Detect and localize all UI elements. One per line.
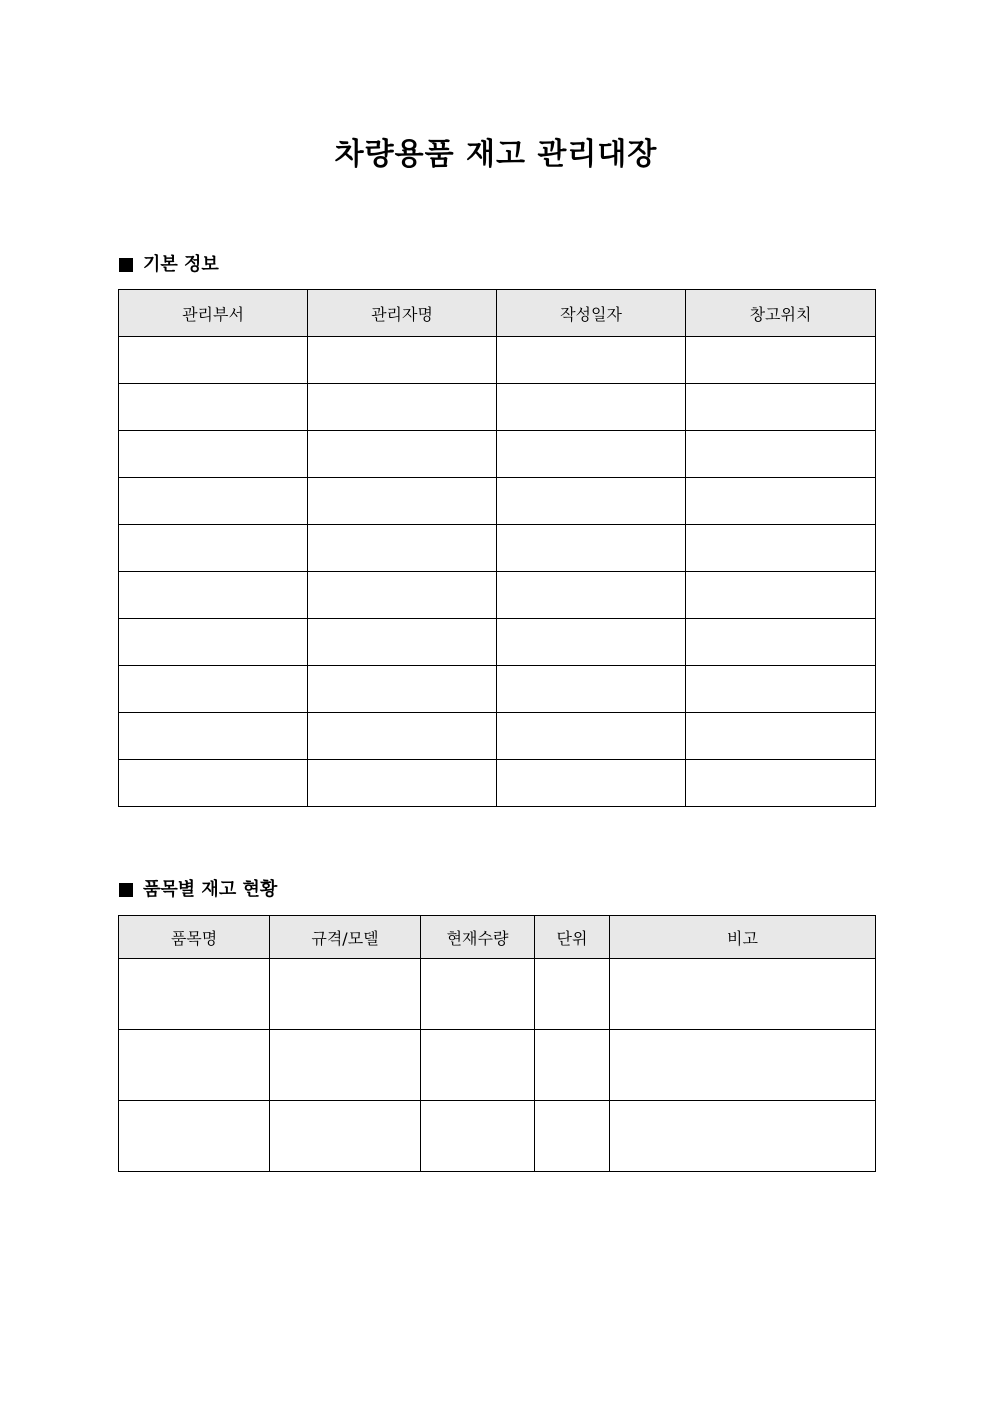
table-cell[interactable] [497,713,686,760]
table-cell[interactable] [686,760,876,807]
table-row [119,713,876,760]
table-cell[interactable] [119,1030,270,1101]
table-cell[interactable] [421,1030,535,1101]
column-header-quantity: 현재수량 [421,916,535,959]
black-square-icon [119,883,133,897]
table-cell[interactable] [497,384,686,431]
column-header-date: 작성일자 [497,290,686,337]
table-cell[interactable] [497,337,686,384]
section-heading-stock-status [119,877,277,903]
table-cell[interactable] [119,713,308,760]
table-cell[interactable] [497,760,686,807]
table-cell[interactable] [686,666,876,713]
table-cell[interactable] [308,478,497,525]
table-cell[interactable] [686,572,876,619]
column-header-manager: 관리자명 [308,290,497,337]
table-cell[interactable] [497,478,686,525]
table-row [119,572,876,619]
table-cell[interactable] [686,713,876,760]
table-cell[interactable] [270,1030,421,1101]
table-cell[interactable] [270,959,421,1030]
table-cell[interactable] [497,666,686,713]
table-cell[interactable] [610,1030,876,1101]
table-cell[interactable] [308,713,497,760]
table-cell[interactable] [119,572,308,619]
table-cell[interactable] [308,760,497,807]
table-row [119,666,876,713]
table-row [119,760,876,807]
column-header-item-name: 품목명 [119,916,270,959]
table-cell[interactable] [119,1101,270,1172]
table-cell[interactable] [308,525,497,572]
table-cell[interactable] [119,431,308,478]
table-cell[interactable] [686,619,876,666]
stock-status-table [118,915,876,1172]
table-row [119,959,876,1030]
table-cell[interactable] [119,959,270,1030]
table-cell[interactable] [497,525,686,572]
table-cell[interactable] [119,666,308,713]
section-heading-label: 기본 정보 [143,254,219,275]
table-row [119,525,876,572]
column-header-department: 관리부서 [119,290,308,337]
table-cell[interactable] [421,1101,535,1172]
basic-info-table-body [119,337,876,807]
table-cell[interactable] [686,384,876,431]
column-header-unit: 단위 [535,916,610,959]
table-cell[interactable] [308,666,497,713]
table-cell[interactable] [610,1101,876,1172]
table-cell[interactable] [119,384,308,431]
table-cell[interactable] [308,572,497,619]
table-row [119,337,876,384]
black-square-icon [119,258,133,272]
stock-status-table-body [119,959,876,1172]
table-cell[interactable] [270,1101,421,1172]
basic-info-table [118,289,876,807]
table-cell[interactable] [497,431,686,478]
table-cell[interactable] [497,572,686,619]
column-header-spec-model: 규격/모델 [270,916,421,959]
table-cell[interactable] [686,337,876,384]
table-cell[interactable] [119,337,308,384]
table-row [119,431,876,478]
table-cell[interactable] [308,337,497,384]
table-cell[interactable] [535,1030,610,1101]
table-cell[interactable] [497,619,686,666]
table-cell[interactable] [119,619,308,666]
table-cell[interactable] [686,478,876,525]
table-cell[interactable] [308,384,497,431]
table-row [119,619,876,666]
table-cell[interactable] [119,525,308,572]
table-cell[interactable] [686,431,876,478]
table-header-row [119,290,876,337]
column-header-warehouse: 창고위치 [686,290,876,337]
table-row [119,384,876,431]
table-cell[interactable] [308,431,497,478]
table-cell[interactable] [535,959,610,1030]
table-cell[interactable] [308,619,497,666]
table-cell[interactable] [686,525,876,572]
section-heading-label: 품목별 재고 현황 [143,879,278,900]
table-cell[interactable] [421,959,535,1030]
column-header-remarks: 비고 [610,916,876,959]
table-row [119,1101,876,1172]
section-heading-basic-info [119,252,219,278]
table-header-row [119,916,876,959]
table-cell[interactable] [535,1101,610,1172]
table-row [119,1030,876,1101]
table-row [119,478,876,525]
table-cell[interactable] [119,760,308,807]
table-cell[interactable] [610,959,876,1030]
page-title: 차량용품 재고 관리대장 [334,137,658,172]
table-cell[interactable] [119,478,308,525]
